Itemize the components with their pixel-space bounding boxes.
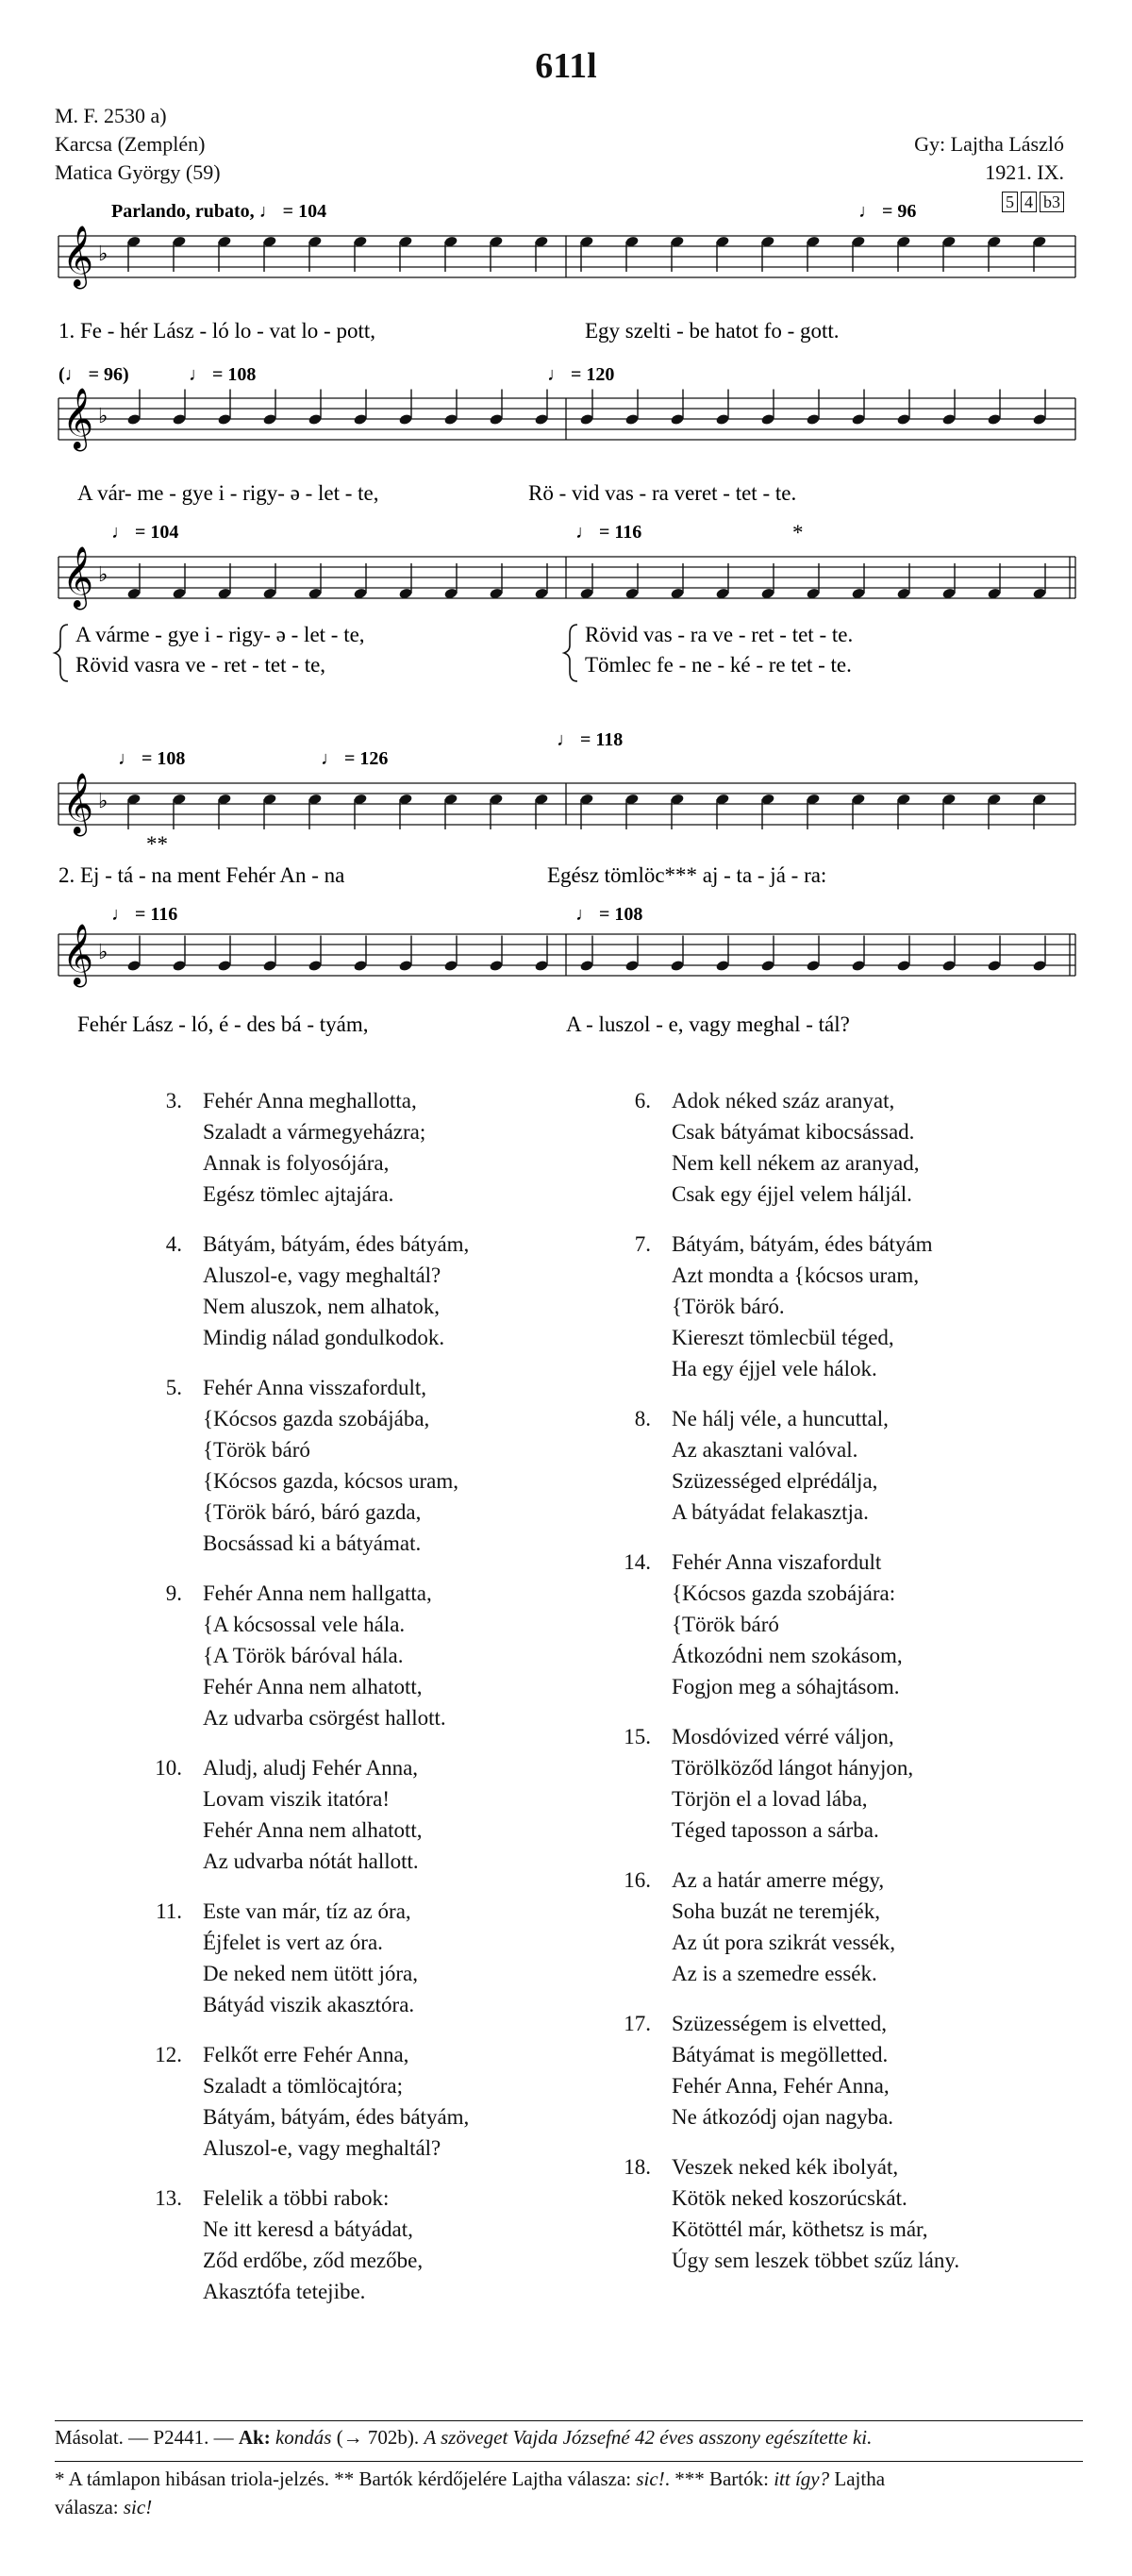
source-copy: Másolat. — P2441. — (55, 2426, 239, 2449)
treble-clef-icon: 𝄞 (62, 773, 94, 834)
tempo-mark: ♩ = 118 (557, 729, 624, 750)
verse-line: Kötöttél már, köthetsz is már, (672, 2217, 928, 2241)
verse-line: Aludj, aludj Fehér Anna, (203, 1756, 419, 1780)
verse-line: Este van már, tíz az óra, (203, 1899, 411, 1923)
verse-line: Fehér Anna nem alhatott, (203, 1818, 423, 1842)
lyric-line: 2. Ej - tá - na ment Fehér An - na (58, 863, 345, 887)
lyric-line: Fehér Lász - ló, é - des bá - tyám, (77, 1012, 369, 1036)
flat-icon: ♭ (98, 941, 108, 964)
range-box-3: b3 (1040, 192, 1064, 212)
verse-line: Mindig nálad gondulkodok. (203, 1326, 445, 1349)
flat-icon: ♭ (98, 405, 108, 428)
flat-icon: ♭ (98, 790, 108, 813)
source-ak-value: kondás (270, 2426, 332, 2449)
stanza-number: 9. (165, 1581, 182, 1605)
brace (564, 625, 577, 681)
stanza-number: 16. (624, 1868, 651, 1892)
treble-clef-icon: 𝄞 (62, 226, 94, 287)
lyric-line: 1. Fe - hér Lász - ló lo - vat lo - pott, (58, 319, 375, 343)
tempo-mark: (♩ = 96) (58, 364, 129, 385)
lyric-line: Rövid vas - ra ve - ret - tet - te. (585, 623, 854, 646)
verse-line: Az út pora szikrát vessék, (672, 1931, 895, 1954)
verse-line: Veszek neked kék ibolyát, (672, 2155, 899, 2179)
source-ref: (→ 702b). (331, 2426, 424, 2449)
stanza (624, 2151, 1068, 2276)
stanza (624, 1547, 1068, 1702)
stanza-number: 18. (624, 2155, 651, 2179)
footnote-question: itt így? (774, 2467, 830, 2490)
stanza-number: 8. (634, 1407, 651, 1430)
verse-line: Az udvarba nótát hallott. (203, 1849, 419, 1873)
stanza-number: 13. (155, 2186, 182, 2210)
stanza (624, 1721, 1068, 1846)
footnote-sic: sic! (123, 2496, 153, 2518)
lyric-line: Tömlec fe - ne - ké - re tet - te. (585, 653, 852, 677)
verse-line: Az udvarba csörgést hallott. (203, 1706, 446, 1730)
music-score (0, 189, 1132, 1057)
verse-line: Átkozódni nem szokásom, (672, 1644, 903, 1667)
tempo-mark: ♩ = 96 (858, 201, 917, 222)
treble-clef-icon: 𝄞 (62, 924, 94, 985)
footnote-mark: ** (146, 832, 168, 856)
lyric-line: A - luszol - e, vagy meghal - tál? (566, 1012, 850, 1036)
stanza (634, 1085, 1068, 1210)
verse-line: Felelik a többi rabok: (203, 2186, 390, 2210)
footnote-mark: * (792, 521, 804, 544)
page-title: 611l (535, 46, 597, 86)
verse-line: Ne itt keresd a bátyádat, (203, 2217, 413, 2241)
catalog-number: M. F. 2530 a) (55, 104, 167, 127)
verse-line: Bátyám, bátyám, édes bátyám, (203, 1232, 470, 1256)
verse-line: Felkőt erre Fehér Anna, (203, 2043, 409, 2066)
verse-line: Kiereszt tömlecbül téged, (672, 1326, 894, 1349)
stanza-number: 3. (165, 1089, 182, 1112)
footer-divider (55, 2461, 1083, 2462)
stanza (155, 2183, 599, 2307)
verse-line: Szaladt a tömlöcajtóra; (203, 2074, 404, 2098)
verse-line: Akasztófa tetejibe. (203, 2280, 366, 2303)
footnote-text: válasza: (55, 2496, 124, 2518)
stanza (624, 2008, 1068, 2133)
verse-line: Szüzességed elprédálja, (672, 1469, 878, 1493)
verse-line: Bocsássad ki a bátyámat. (203, 1531, 422, 1555)
stanza (156, 1896, 599, 2020)
verse-line: Nem aluszok, nem alhatok, (203, 1295, 441, 1318)
stanza (155, 2039, 599, 2164)
notes (126, 235, 1046, 972)
stanza (165, 1229, 599, 1353)
lyric-line: Egész tömlöc*** aj - ta - já - ra: (547, 863, 827, 887)
verse-line: Ne átkozódj ojan nagyba. (672, 2105, 894, 2129)
verse-line: Fehér Anna, Fehér Anna, (672, 2074, 890, 2098)
stanza-number: 7. (634, 1232, 651, 1256)
verse-line: Téged taposson a sárba. (672, 1818, 879, 1842)
tempo-mark: ♩ = 104 (111, 522, 179, 543)
verse-line: {A kócsossal vele hála. (203, 1613, 406, 1636)
source-ak-label: Ak: (238, 2426, 271, 2449)
verse-line: Fehér Anna viszafordult (672, 1550, 882, 1574)
verse-line: {Török báró (672, 1613, 779, 1636)
stanza (165, 1578, 599, 1733)
range-box-1: 5 (1002, 192, 1018, 212)
lyric-line: Rövid vasra ve - ret - tet - te, (75, 653, 326, 677)
verses-left-column (155, 1085, 599, 2326)
verse-line: Kötök neked koszorúcskát. (672, 2186, 907, 2210)
source-info (55, 102, 221, 187)
verse-line: Bátyámat is megölletted. (672, 2043, 889, 2066)
stanza-number: 5. (165, 1376, 182, 1399)
brace (55, 625, 68, 681)
treble-clef-icon: 𝄞 (62, 546, 94, 608)
stanza (165, 1085, 599, 1210)
verse-line: Nem kell nékem az aranyad, (672, 1151, 920, 1175)
stanza-number: 15. (624, 1725, 651, 1748)
verse-line: Törölköződ lángot hányjon, (672, 1756, 914, 1780)
verse-line: A bátyádat felakasztja. (672, 1500, 869, 1524)
stanza (165, 1372, 599, 1559)
stanza (634, 1229, 1068, 1384)
verse-line: {Kócsos gazda szobájára: (672, 1581, 896, 1605)
stanza (634, 1403, 1068, 1528)
verse-line: Bátyám, bátyám, édes bátyám, (203, 2105, 470, 2129)
stanza-number: 6. (634, 1089, 651, 1112)
verse-line: Aluszol-e, vagy meghaltál? (203, 2136, 441, 2160)
flat-icon: ♭ (98, 243, 108, 266)
verse-line: Fogjon meg a sóhajtásom. (672, 1675, 900, 1698)
verse-line: Ződ erdőbe, ződ mezőbe, (203, 2249, 424, 2272)
footnote-text: Lajtha (829, 2467, 886, 2490)
treble-clef-icon: 𝄞 (62, 388, 94, 449)
verse-line: Az a határ amerre mégy, (672, 1868, 885, 1892)
tempo-mark: ♩ = 108 (118, 748, 186, 769)
verse-line: Ha egy éjjel vele hálok. (672, 1357, 877, 1380)
verse-line: Ne hálj véle, a huncuttal, (672, 1407, 889, 1430)
tempo-mark: ♩ = 116 (575, 522, 642, 543)
verse-line: Úgy sem leszek többet szűz lány. (672, 2249, 960, 2272)
verse-line: Csak egy éjjel velem háljál. (672, 1182, 912, 1206)
verse-line: Fehér Anna nem alhatott, (203, 1675, 423, 1698)
stanza (624, 1865, 1068, 1989)
verse-line: {Török báró. (672, 1295, 785, 1318)
lyric-line: Rö - vid vas - ra veret - tet - te. (528, 481, 797, 505)
verse-line: Egész tömlec ajtajára. (203, 1182, 394, 1206)
verse-line: Az is a szemedre essék. (672, 1962, 877, 1985)
stanza-number: 10. (155, 1756, 182, 1780)
lyric-line: Egy szelti - be hatot fo - gott. (585, 319, 840, 343)
source-note (55, 2423, 1083, 2451)
footnote-text: * A támlapon hibásan triola-jelzés. ** Bartók kérdőjelére Lajtha válasza: (55, 2467, 637, 2490)
tempo-mark: ♩ = 126 (321, 748, 389, 769)
tempo-mark: ♩ = 108 (189, 364, 257, 385)
verse-line: Az akasztani valóval. (672, 1438, 858, 1462)
verse-line: Azt mondta a {kócsos uram, (672, 1263, 920, 1287)
verse-line: Soha buzát ne teremjék, (672, 1899, 880, 1923)
verse-line: Mosdóvized vérré váljon, (672, 1725, 894, 1748)
flat-icon: ♭ (98, 563, 108, 587)
lyric-line: A vár- me - gye i - rigy- ə - let - te, (77, 481, 379, 505)
lyric-line: A várme - gye i - rigy- ə - let - te, (75, 623, 365, 646)
date: 1921. IX. (985, 160, 1064, 184)
tempo-mark: ♩ = 116 (111, 904, 178, 925)
stanza-number: 17. (624, 2012, 651, 2035)
tempo-main: Parlando, rubato, ♩ = 104 (111, 201, 327, 222)
source-text-note: A szöveget Vajda Józsefné 42 éves asszony egészítette ki. (424, 2426, 873, 2449)
verse-line: Csak bátyámat kibocsássad. (672, 1120, 915, 1144)
verse-line: {A Török báróval hála. (203, 1644, 404, 1667)
footer-divider (55, 2420, 1083, 2421)
verse-line: De neked nem ütött jóra, (203, 1962, 419, 1985)
stanza-number: 11. (156, 1899, 182, 1923)
stanza-number: 14. (624, 1550, 651, 1574)
location: Karcsa (Zemplén) (55, 132, 206, 156)
verse-line: Lovam viszik itatóra! (203, 1787, 390, 1811)
stanza-number: 12. (155, 2043, 182, 2066)
verse-line: Fehér Anna meghallotta, (203, 1089, 417, 1112)
range-box-2: 4 (1021, 192, 1037, 212)
verse-line: Törjön el a lovad lába, (672, 1787, 868, 1811)
footnote-sic: sic! (636, 2467, 665, 2490)
verse-line: Annak is folyosójára, (203, 1151, 390, 1175)
verse-line: {Kócsos gazda, kócsos uram, (203, 1469, 459, 1493)
verse-line: {Török báró (203, 1438, 310, 1462)
tempo-mark: ♩ = 120 (547, 364, 615, 385)
verse-line: Aluszol-e, vagy meghaltál? (203, 1263, 441, 1287)
verse-line: Bátyád viszik akasztóra. (203, 1993, 415, 2016)
verses-right-column (624, 1085, 1068, 2295)
verse-line: Bátyám, bátyám, édes bátyám (672, 1232, 933, 1256)
stanza-number: 4. (165, 1232, 182, 1256)
tempo-mark: ♩ = 108 (575, 904, 643, 925)
stanza (155, 1752, 599, 1877)
footnote-text: . *** Bartók: (664, 2467, 774, 2490)
verse-line: Szaladt a vármegyeházra; (203, 1120, 426, 1144)
verse-line: Fehér Anna nem hallgatta, (203, 1581, 432, 1605)
verse-line: {Kócsos gazda szobájába, (203, 1407, 430, 1430)
verse-line: Adok néked száz aranyat, (672, 1089, 895, 1112)
verse-line: Szüzességem is elvetted, (672, 2012, 888, 2035)
collector: Gy: Lajtha László (914, 132, 1064, 156)
verse-line: Éjfelet is vert az óra. (203, 1931, 383, 1954)
footnotes (55, 2465, 1083, 2521)
performer: Matica György (59) (55, 160, 221, 184)
verse-line: Fehér Anna visszafordult, (203, 1376, 426, 1399)
verse-line: {Török báró, báró gazda, (203, 1500, 422, 1524)
